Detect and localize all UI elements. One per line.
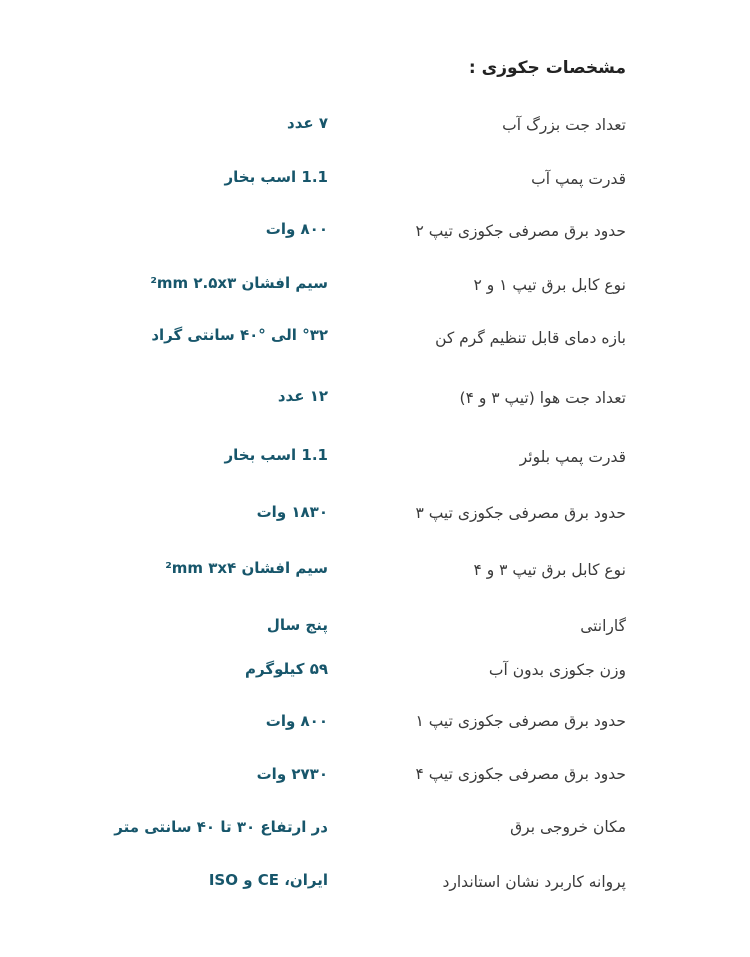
spec-value: ۵۹ کیلوگرم — [245, 660, 328, 678]
spec-value: ۱۸۳۰ وات — [256, 503, 328, 521]
spec-value: ۱۲ عدد — [277, 387, 328, 405]
spec-value: 1.1 اسب بخار — [224, 168, 328, 186]
spec-value: ایران، CE و ISO — [208, 871, 328, 889]
spec-label: بازه دمای قابل تنظیم گرم کن — [435, 329, 626, 347]
spec-label: قدرت پمپ آب — [531, 170, 626, 188]
spec-value: °۳۲ الی °۴۰ سانتی گراد — [151, 326, 328, 344]
spec-value: 1.1 اسب بخار — [224, 446, 328, 464]
spec-label: تعداد جت هوا (تیپ ۳ و ۴) — [459, 389, 626, 407]
spec-label: مکان خروجی برق — [510, 818, 626, 836]
spec-value: ۷ عدد — [287, 114, 328, 132]
spec-label: تعداد جت بزرگ آب — [502, 116, 626, 134]
spec-label: نوع کابل برق تیپ ۳ و ۴ — [473, 561, 626, 579]
spec-label: حدود برق مصرفی جکوزی تیپ ۳ — [415, 504, 626, 522]
spec-label: گارانتی — [580, 617, 626, 635]
spec-value: ۲۷۳۰ وات — [256, 765, 328, 783]
spec-label: حدود برق مصرفی جکوزی تیپ ۴ — [415, 765, 626, 783]
spec-label: نوع کابل برق تیپ ۱ و ۲ — [473, 276, 626, 294]
spec-value: ۸۰۰ وات — [265, 712, 328, 730]
spec-label: حدود برق مصرفی جکوزی تیپ ۲ — [415, 222, 626, 240]
spec-value: سیم افشان ²mm ۳x۴ — [165, 559, 328, 577]
spec-value: در ارتفاع ۳۰ تا ۴۰ سانتی متر — [114, 818, 328, 836]
page-title: مشخصات جکوزی : — [468, 58, 626, 78]
spec-value: سیم افشان ²mm ۲.۵x۳ — [150, 274, 328, 292]
spec-value: پنج سال — [266, 616, 328, 634]
spec-value: ۸۰۰ وات — [265, 220, 328, 238]
spec-label: وزن جکوزی بدون آب — [488, 661, 626, 679]
spec-label: قدرت پمپ بلوئر — [519, 448, 626, 466]
spec-label: حدود برق مصرفی جکوزی تیپ ۱ — [415, 712, 626, 730]
spec-label: پروانه کاربرد نشان استاندارد — [442, 873, 626, 891]
